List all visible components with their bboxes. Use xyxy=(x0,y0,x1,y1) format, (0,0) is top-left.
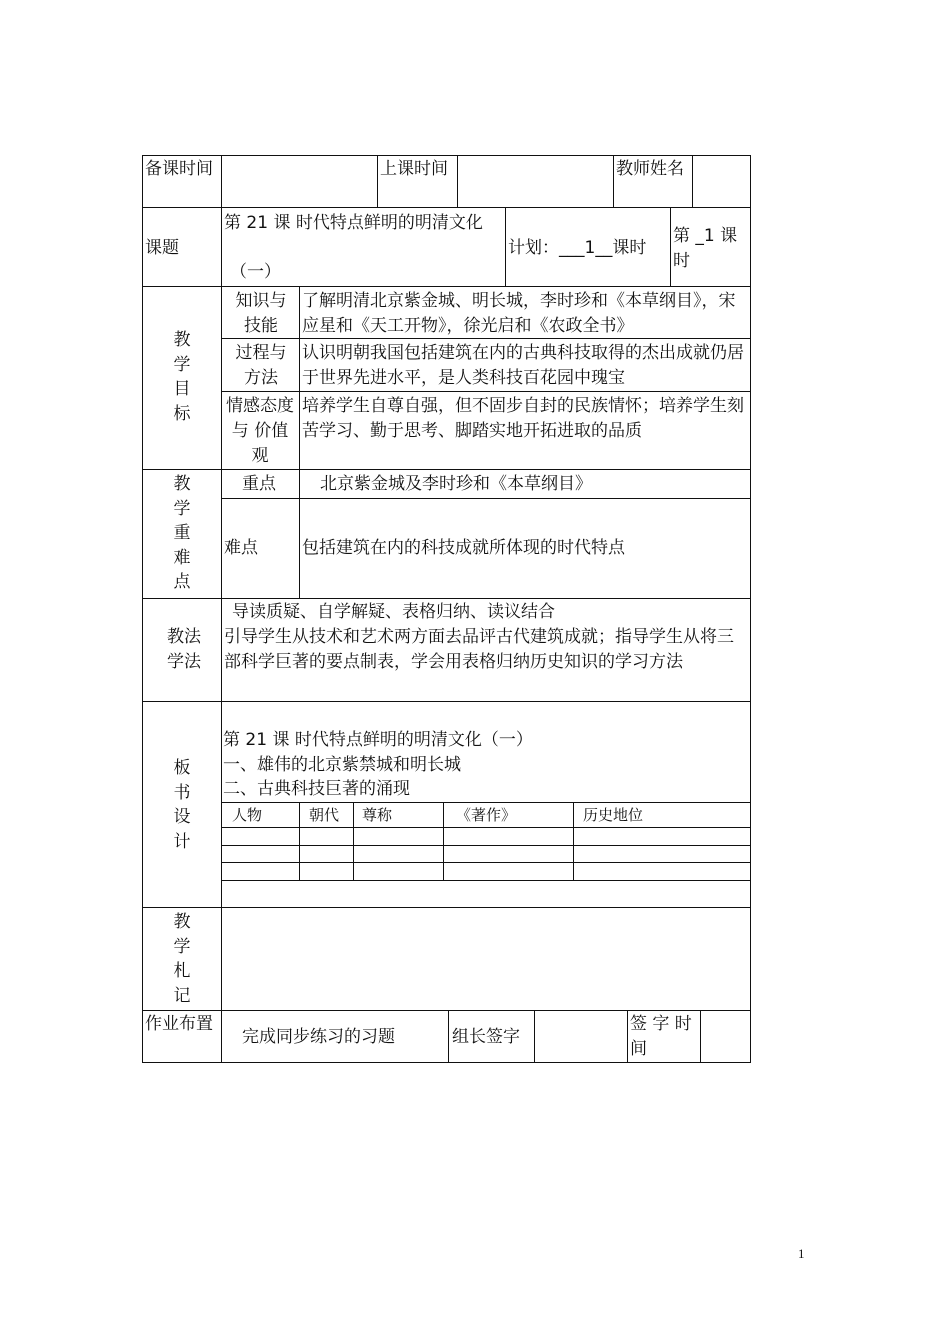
lesson-session: 第 _1 课时 xyxy=(673,226,738,271)
board-item-1: 一、雄伟的北京紫禁城和明长城 xyxy=(223,755,461,775)
knowledge-skills-text: 了解明清北京紫金城、明长城，李时珍和《本草纲目》，宋应星和《天工开物》，徐光启和《农政全书》 xyxy=(302,291,736,336)
methods-label: 教法学法 xyxy=(167,627,201,672)
difficult-point-text: 包括建筑在内的科技成就所体现的时代特点 xyxy=(302,538,625,558)
process-method-text: 认识明朝我国包括建筑在内的古典科技取得的杰出成就仍居于世界先进水平，是人类科技百花园中瑰宝 xyxy=(302,343,744,388)
teacher-name-label: 教师姓名 xyxy=(616,159,684,179)
board-title: 第 21 课 时代特点鲜明的明清文化（一） xyxy=(223,730,533,750)
topic-label: 课题 xyxy=(145,238,179,258)
column-work: 《著作》 xyxy=(456,806,517,824)
difficult-point-label: 难点 xyxy=(224,538,258,558)
key-point-text: 北京紫金城及李时珍和《本草纲目》 xyxy=(320,474,592,494)
homework-label: 作业布置 xyxy=(145,1014,213,1034)
column-person: 人物 xyxy=(232,806,263,824)
column-status: 历史地位 xyxy=(583,806,644,824)
board-item-2: 二、古典科技巨著的涌现 xyxy=(223,779,410,799)
attitude-values-label: 情感态度与 价值观 xyxy=(226,396,294,466)
prep-time-label: 备课时间 xyxy=(145,159,213,179)
board-design-label: 板书设计 xyxy=(173,758,191,852)
class-time-label: 上课时间 xyxy=(380,159,448,179)
leader-sign-label: 组长签字 xyxy=(452,1027,520,1047)
column-dynasty: 朝代 xyxy=(309,806,340,824)
key-point-label: 重点 xyxy=(242,474,276,494)
column-title: 尊称 xyxy=(362,806,393,824)
methods-text: 引导学生从技术和艺术两方面去品评古代建筑成就；指导学生从将三部科学巨著的要点制表，学会用表格归纳历史知识的学习方法 xyxy=(224,627,734,672)
key-difficult-label: 教学重难点 xyxy=(173,474,191,592)
lesson-plan: 计划：___1__课时 xyxy=(508,238,647,258)
process-method-label: 过程与方法 xyxy=(235,343,287,388)
attitude-values-text: 培养学生自尊自强，但不固步自封的民族情怀；培养学生刻苦学习、勤于思考、脚踏实地开拓进取的品质 xyxy=(302,396,744,441)
teaching-goals-label: 教学目标 xyxy=(173,330,191,424)
homework-text: 完成同步练习的习题 xyxy=(242,1027,395,1047)
sign-time-label: 签 字 时 间 xyxy=(630,1014,692,1059)
methods-line1: 导读质疑、自学解疑、表格归纳、读议结合 xyxy=(232,602,555,622)
lesson-part: （一） xyxy=(230,262,281,282)
lesson-title: 第 21 课 时代特点鲜明的明清文化 xyxy=(224,213,483,233)
page-number: 1 xyxy=(798,1246,805,1261)
knowledge-skills-label: 知识与技能 xyxy=(235,291,287,336)
teaching-notes-label: 教学札记 xyxy=(173,912,191,1006)
